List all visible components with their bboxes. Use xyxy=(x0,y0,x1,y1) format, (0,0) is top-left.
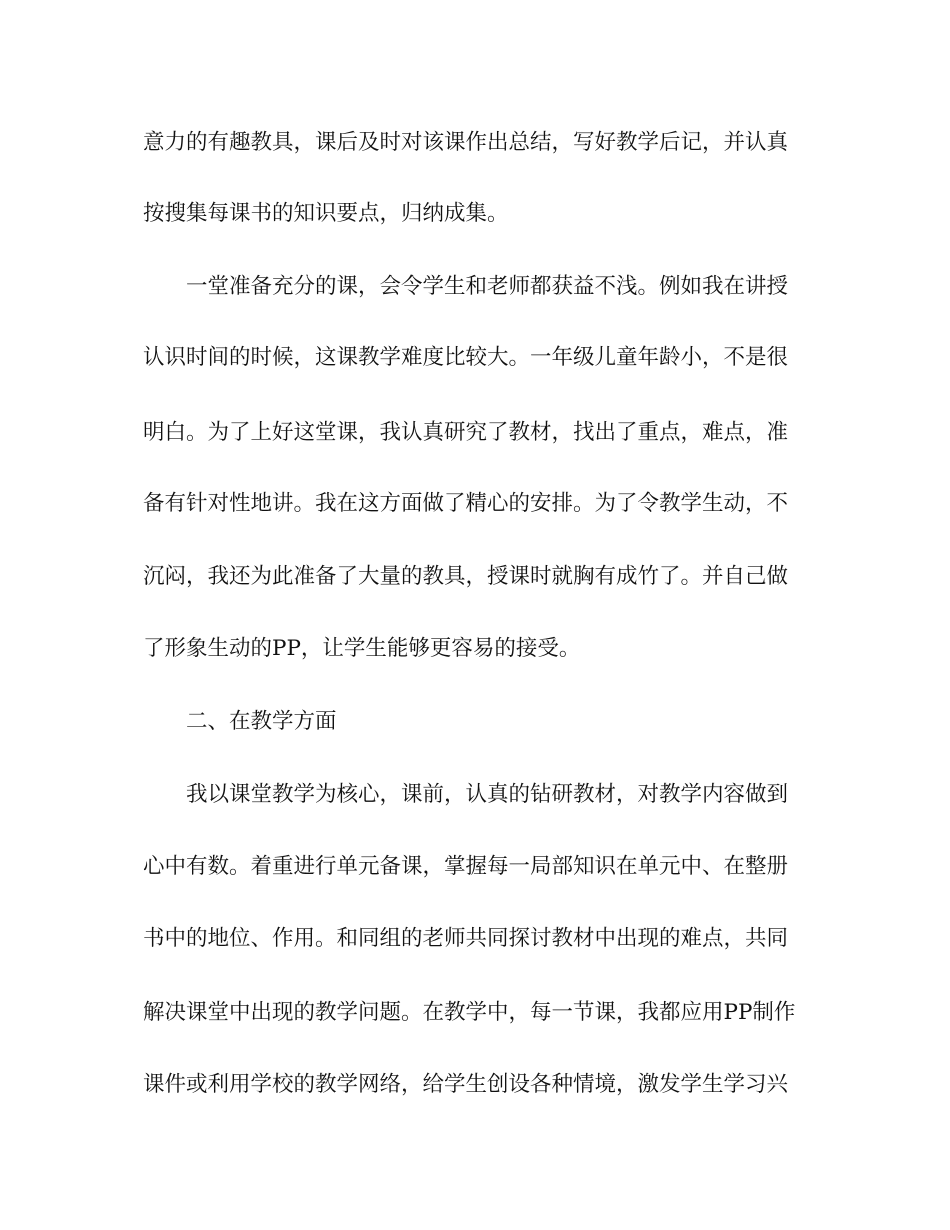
section-heading: 二、在教学方面 xyxy=(186,709,337,734)
text-line: 意力的有趣教具，课后及时对该课作出总结，写好教学后记，并认真 xyxy=(143,130,789,155)
text-line: 心中有数。着重进行单元备课，掌握每一局部知识在单元中、在整册 xyxy=(143,854,789,879)
text-line: 课件或利用学校的教学网络，给学生创设各种情境，激发学生学习兴 xyxy=(143,1072,789,1097)
text-line: 认识时间的时候，这课教学难度比较大。一年级儿童年龄小，不是很 xyxy=(143,345,789,370)
text-line: 明白。为了上好这堂课，我认真研究了教材，找出了重点，难点，准 xyxy=(143,420,789,445)
text-line: 备有针对性地讲。我在这方面做了精心的安排。为了令教学生动，不 xyxy=(143,491,789,516)
text-line: 书中的地位、作用。和同组的老师共同探讨教材中出现的难点，共同 xyxy=(143,926,789,951)
text-line: 解决课堂中出现的教学问题。在教学中，每一节课，我都应用PP制作 xyxy=(143,1000,796,1025)
text-line: 了形象生动的PP，让学生能够更容易的接受。 xyxy=(143,636,581,661)
paragraph-start-line: 一堂准备充分的课，会令学生和老师都获益不浅。例如我在讲授 xyxy=(186,274,789,299)
paragraph-start-line: 我以课堂教学为核心，课前，认真的钻研教材，对教学内容做到 xyxy=(186,782,789,807)
text-line: 按搜集每课书的知识要点，归纳成集。 xyxy=(143,201,509,226)
text-line: 沉闷，我还为此准备了大量的教具，授课时就胸有成竹了。并自己做 xyxy=(143,564,789,589)
